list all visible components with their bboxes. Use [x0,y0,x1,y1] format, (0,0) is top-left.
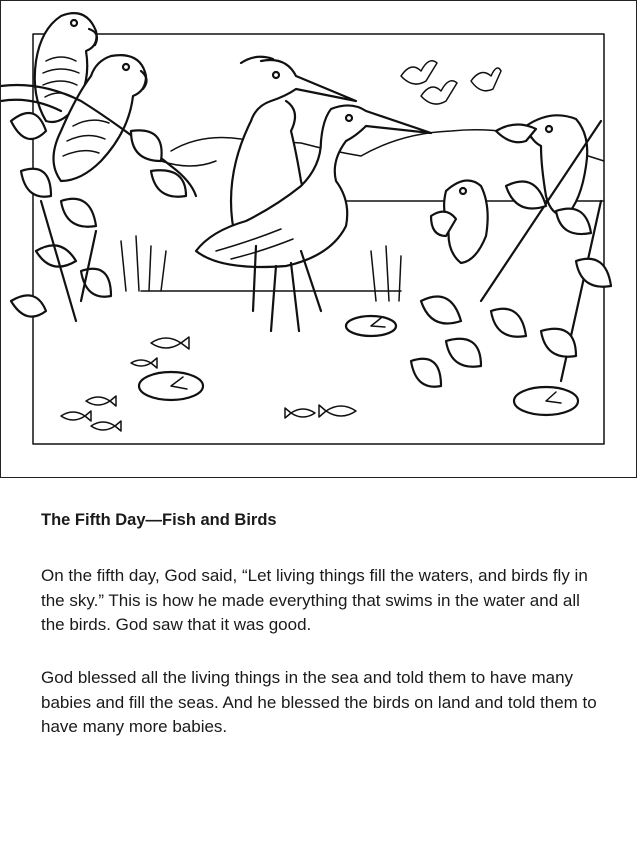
fish-icon [61,337,356,431]
flying-bird-icon [401,61,501,104]
story-paragraph-1: On the fifth day, God said, “Let living things fill the waters, and birds fly in the sky.” This is how he made everything that swims in the water and all the birds. God saw that it was good. [41,566,588,634]
coloring-art [1,1,638,479]
heron-icon [196,57,431,331]
story-paragraph-2: God blessed all the living things in the sea and told them to have many babies and fill the seas. And he blessed the birds on land and told them to have many more babies. [41,668,597,736]
story-title: The Fifth Day—Fish and Birds [41,511,277,529]
